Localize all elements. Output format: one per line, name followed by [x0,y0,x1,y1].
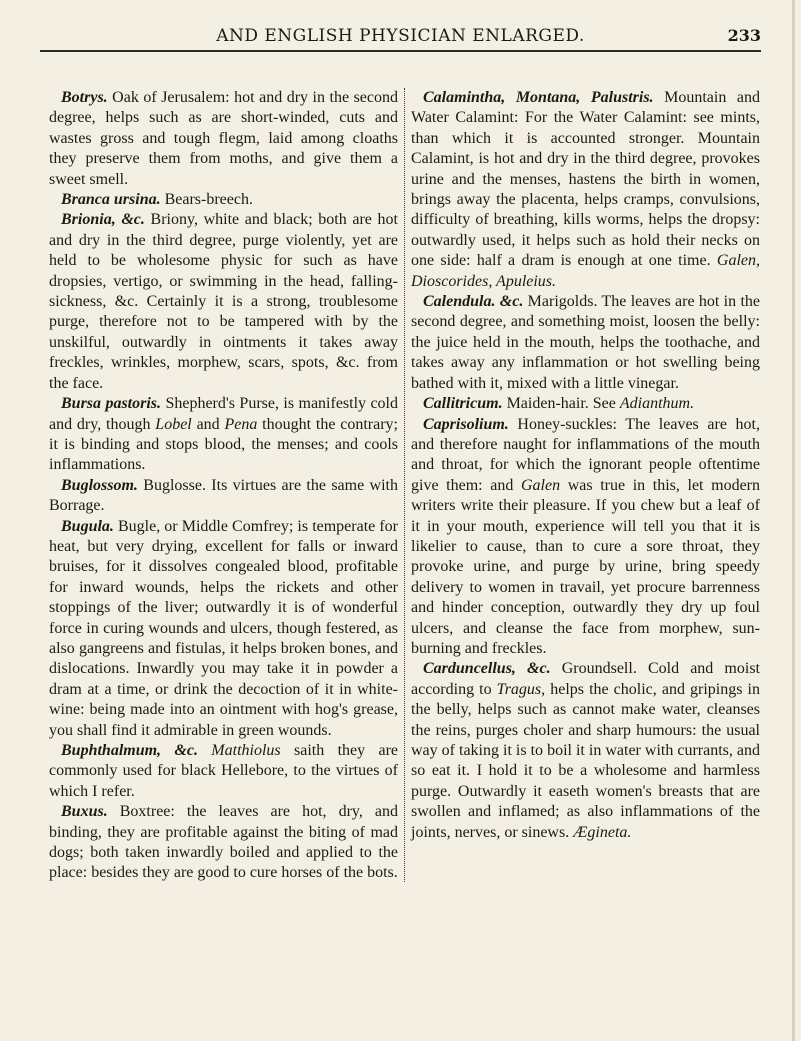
entry-buxus: Buxus. Boxtree: the leaves are hot, dry, and binding, they are profitable against the biting of mad dogs; both taken inwardly boiled and applied to the place: besides they are good to cure horses of the bots. [49,803,398,882]
text-columns [49,88,759,1008]
entry-carduncellus: Carduncellus, &c. Groundsell. Cold and moist according to Tragus, helps the cholic, and gripings in the belly, helps such as cannot make water, cleanses the reins, purges choler and sharp humours: the usual way of taking it is to boil it in water with currants, and so eat it. I hold it to be a wholesome and harmless purge. Outwardly it easeth women's breasts that are swollen and inflamed; as also inflammations of the joints, nerves, or sinews. Ægineta. [411,660,760,841]
entry-buphthalmum: Buphthalmum, &c. Matthiolus saith they are commonly used for black Hellebore, to the virtues of which I refer. [49,742,399,800]
entry-calendula: Calendula. &c. Marigolds. The leaves are hot in the second degree, and something moist, loosen the belly: the juice held in the mouth, helps the toothache, and takes away any inflammation or hot swelling being bathed with it, mixed with a little vinegar. [411,293,760,392]
entry-bursa-pastoris: Bursa pastoris. Shepherd's Purse, is manifestly cold and dry, though Lobel and Pena thought the contrary; it is binding and stops blood, the menses; and cools inflammations. [49,395,399,474]
entry-botrys: Botrys. Oak of Jerusalem: hot and dry in the second degree, helps such as are short-winded, cuts and wastes gross and tough flegm, laid among cloaths they preserve them from moths, and give them a sweet smell. [49,89,398,188]
entry-caprisolium: Caprisolium. Honey-suckles: The leaves are hot, and therefore naught for inflammations of the mouth and throat, for which the ignorant people oftentime give them: and Galen was true in this, let modern writers write their pleasure. If you chew but a leaf of it in your mouth, experience will tell you that it is likelier to cause, than to cure a sore throat, they provoke urine, and purge by urine, bring speedy delivery to women in travail, yet procure barrenness and hinder conception, outwardly they dry up foul ulcers, and cleanse the face from morphew, sun-burning and freckles. [411,415,761,657]
right-column [411,88,760,843]
entry-bugula: Bugula. Bugle, or Middle Comfrey; is temperate for heat, but very drying, excellent for falls or inward bruises, for it dissolves congealed blood, profitable for inward wounds, helps the rickets and other stoppings of the liver; outwardly it is of wonderful force in curing wounds and ulcers, though festered, as also gangreens and fistulas, it helps broken bones, and dislocations. Inwardly you may take it in powder a dram at a time, or drink the decoction of it in white-wine: being made into an ointment with hog's grease, you shall find it admirable in green wounds. [49,517,398,739]
page-edge [792,0,795,1041]
left-column [49,88,398,884]
page-header [40,18,761,52]
column-divider [404,88,405,882]
entry-calamintha: Calamintha, Montana, Palustris. Mountain and Water Calamint: For the Water Calamint: see mints, than which it is accounted stronger. Mountain Calamint, is hot and dry in the third degree, provokes urine and the menses, hastens the birth in women, brings away the placenta, helps cramps, convulsions, difficulty of breathing, kills worms, helps the dropsy: outwardly used, it helps such as hold their necks on one side: half a dram is enough at one time. Galen, Dioscorides, Apuleius. [411,89,760,290]
entry-buglossom: Buglossom. Buglosse. Its virtues are the same with Borrage. [49,476,398,515]
entry-callitricum: Callitricum. Maiden-hair. See Adianthum. [423,395,695,413]
running-title: AND ENGLISH PHYSICIAN ENLARGED. [216,26,585,46]
page-number: 233 [727,26,761,45]
entry-branca-ursina: Branca ursina. Bears-breech. [61,191,253,209]
entry-brionia: Brionia, &c. Briony, white and black; both are hot and dry in the third degree, purge violently, yet are held to be wholesome physic for such as have dropsies, vertigo, or swimming in the head, falling-sickness, &c. Certainly it is a strong, troublesome purge, therefore not to be tampered with by the unskilful, outwardly in ointments it takes away freckles, wrinkles, morphew, scars, spots, &c. from the face. [49,211,398,392]
